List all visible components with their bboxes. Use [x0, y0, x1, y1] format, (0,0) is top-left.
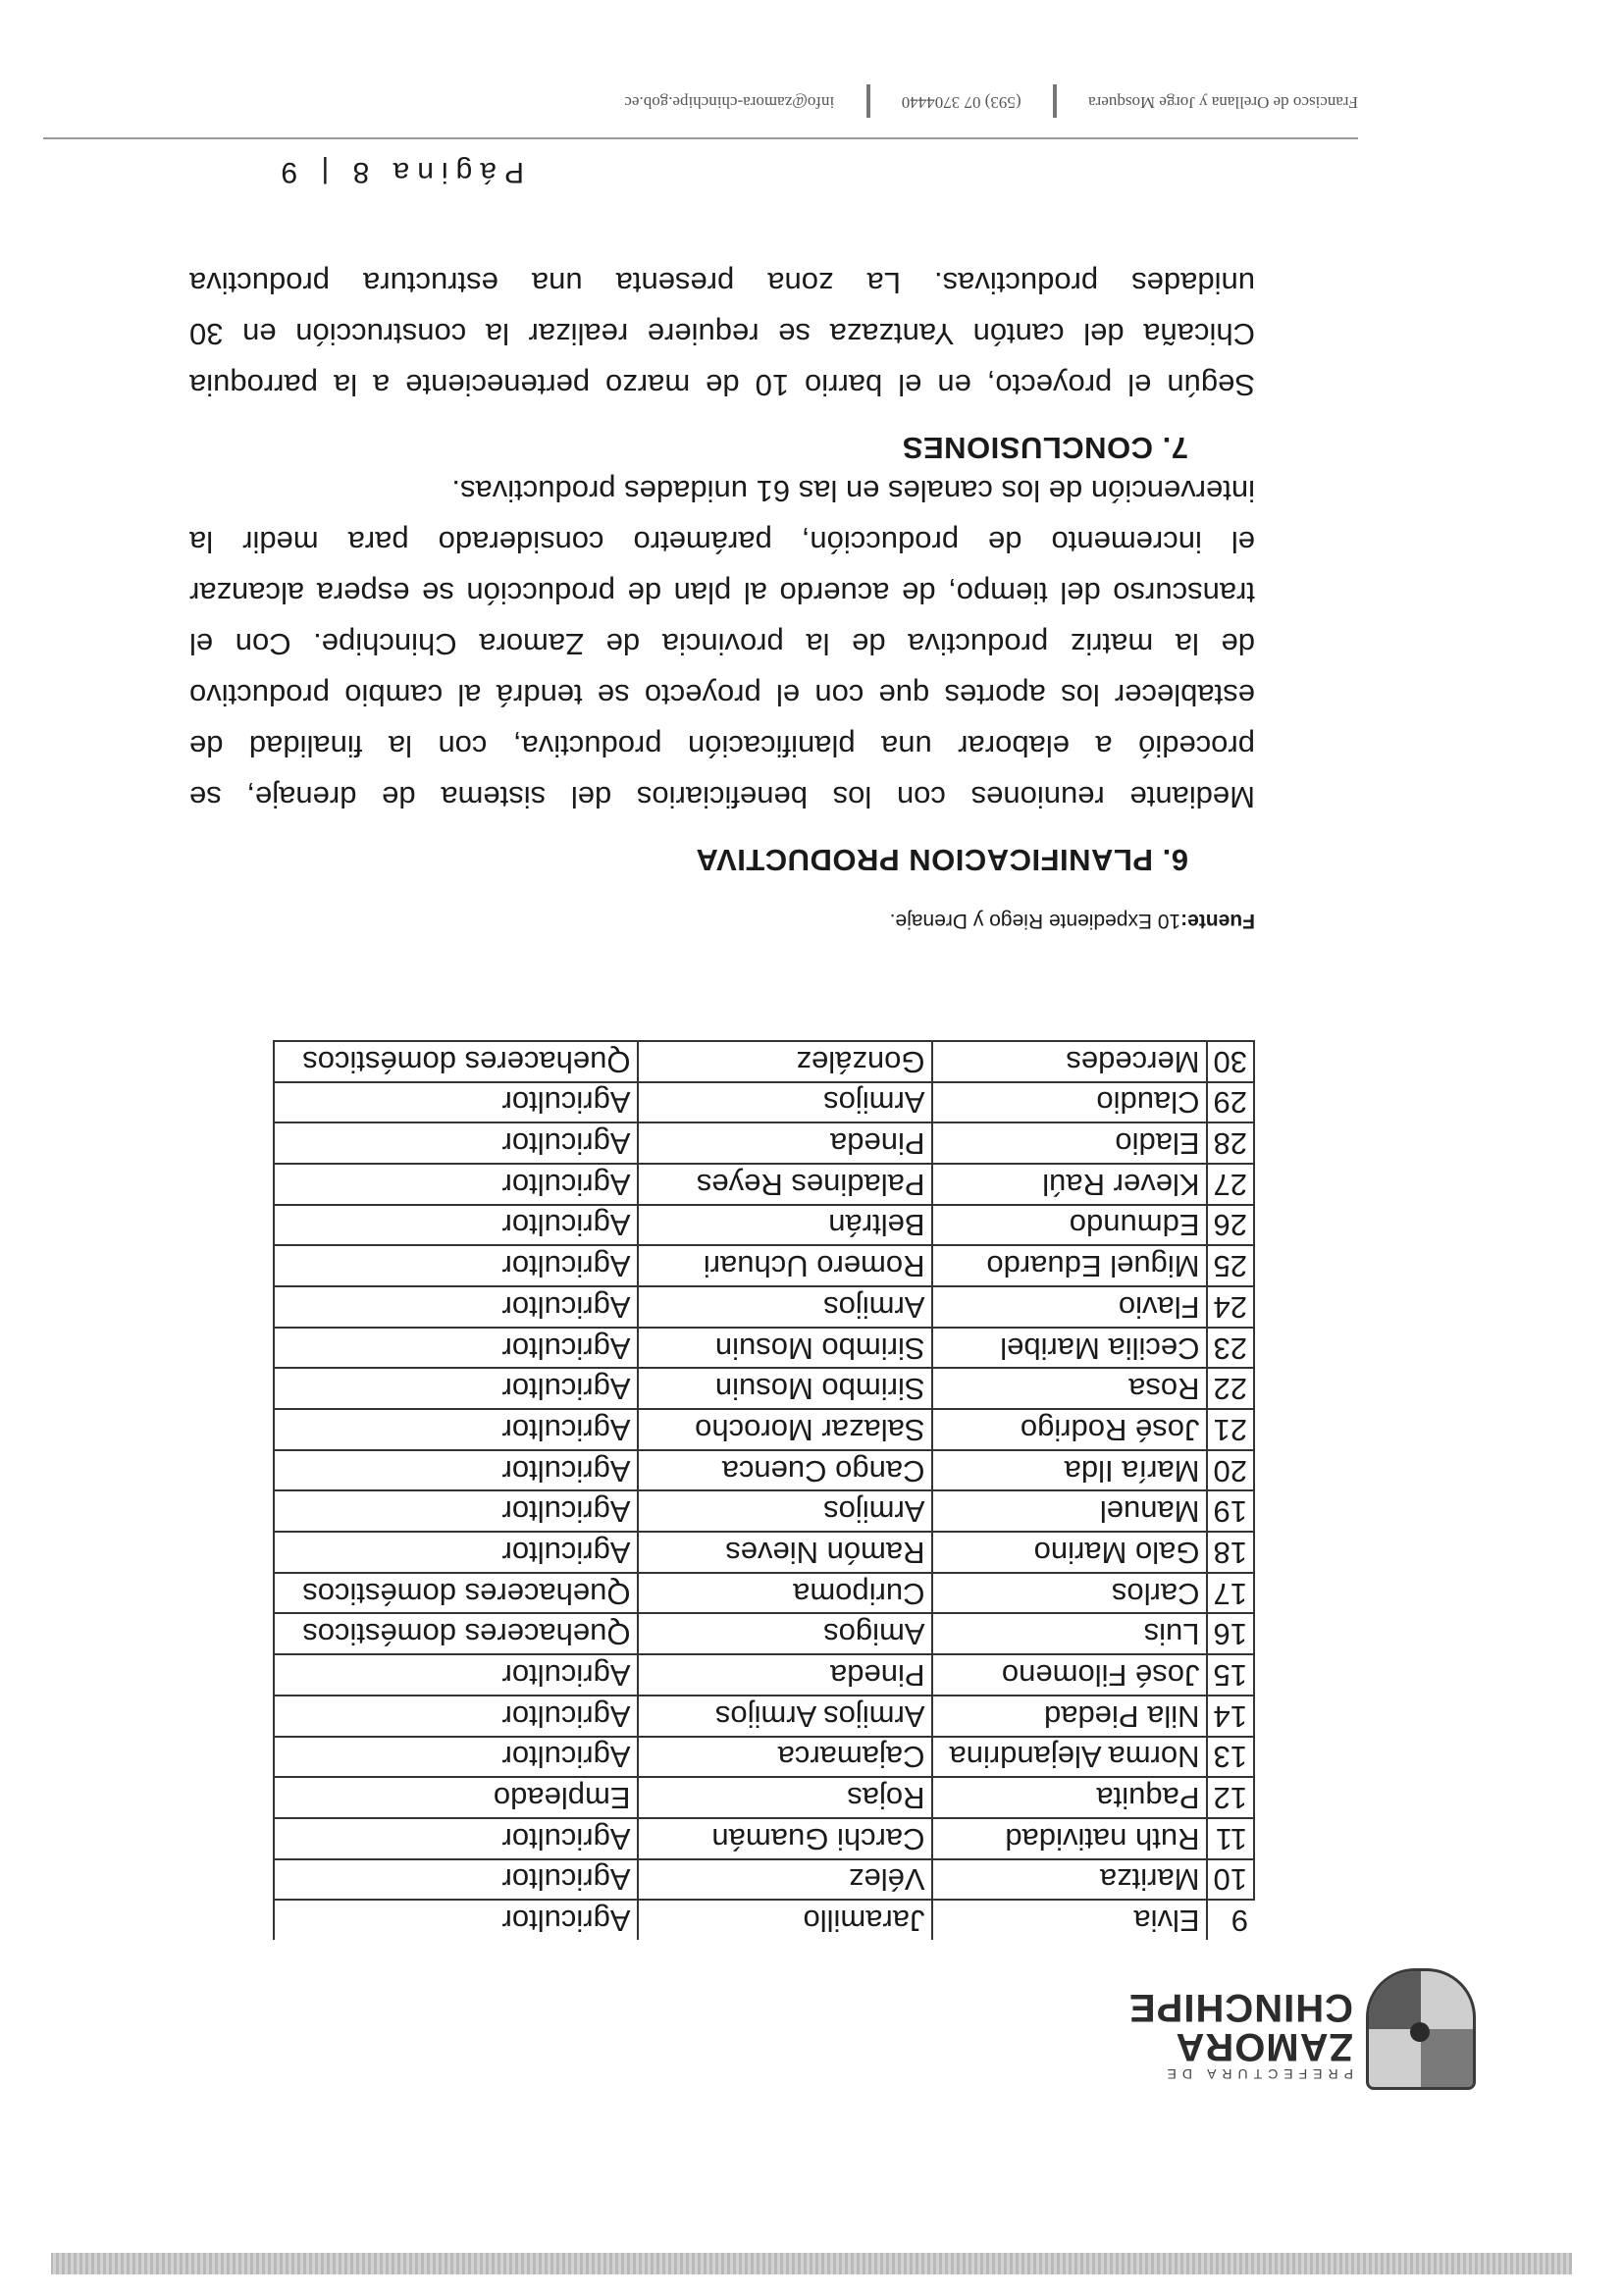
last-name-cell: Armijos — [638, 1082, 932, 1123]
section-7-title: 7. CONCLUSIONES — [902, 431, 1188, 465]
first-name-cell: Carlos — [932, 1573, 1207, 1614]
table-row — [274, 1205, 1254, 1246]
first-name-cell: Claudio — [932, 1082, 1207, 1123]
paragraph-line: transcurso del tiempo, de acuerdo al plan de producción se espera alcanzar — [189, 576, 1255, 610]
table-row — [274, 1328, 1254, 1369]
row-number-cell: 12 — [1207, 1777, 1254, 1818]
footer-address: Francisco de Orellana y Jorge Mosquera — [1088, 93, 1358, 113]
row-number-cell: 25 — [1207, 1245, 1254, 1286]
paragraph-line: el incremento de producción, parámetro considerado para medir la — [189, 525, 1255, 559]
table-row — [274, 1859, 1254, 1901]
row-number-cell: 19 — [1207, 1490, 1254, 1532]
row-number-cell: 28 — [1207, 1122, 1254, 1164]
table-row — [274, 1245, 1254, 1286]
beneficiaries-table — [273, 1040, 1255, 1940]
page-number: Página 8 | 9 — [273, 156, 524, 188]
last-name-cell: Salazar Morocho — [638, 1409, 932, 1450]
row-number-cell: 10 — [1207, 1859, 1254, 1901]
occupation-cell: Agricultor — [274, 1859, 638, 1901]
table-source: Fuente:10 Expediente Riego y Drenaje. — [889, 910, 1255, 932]
footer-phone: (593) 07 3704440 — [901, 93, 1021, 113]
last-name-cell: Pineda — [638, 1122, 932, 1164]
last-name-cell: Armijos Armijos — [638, 1696, 932, 1737]
paragraph-line: unidades productivas. La zona presenta una estructura productiva — [189, 266, 1255, 300]
table-row — [274, 1082, 1254, 1123]
first-name-cell: Galo Marino — [932, 1532, 1207, 1573]
occupation-cell: Agricultor — [274, 1532, 638, 1573]
row-number-cell: 14 — [1207, 1696, 1254, 1737]
last-name-cell: Ramón Nieves — [638, 1532, 932, 1573]
table-row — [274, 1490, 1254, 1532]
row-number-cell: 21 — [1207, 1409, 1254, 1450]
paragraph-line: Según el proyecto, en el barrio 10 de marzo perteneciente a la parroquia — [189, 368, 1255, 402]
occupation-cell: Agricultor — [274, 1368, 638, 1409]
letterhead — [141, 1972, 1476, 2090]
table-row — [274, 1777, 1254, 1818]
row-number-cell: 16 — [1207, 1614, 1254, 1655]
row-number-cell: 29 — [1207, 1082, 1254, 1123]
row-number-cell: 26 — [1207, 1205, 1254, 1246]
last-name-cell: Armijos — [638, 1286, 932, 1328]
occupation-cell: Quehaceres domésticos — [274, 1614, 638, 1655]
first-name-cell: Miguel Eduardo — [932, 1245, 1207, 1286]
last-name-cell: Amigos — [638, 1614, 932, 1655]
table-row — [274, 1041, 1254, 1082]
last-name-cell: Cango Cuenca — [638, 1450, 932, 1491]
occupation-cell: Agricultor — [274, 1409, 638, 1450]
first-name-cell: Manuel — [932, 1490, 1207, 1532]
occupation-cell: Agricultor — [274, 1654, 638, 1696]
first-name-cell: María Ilda — [932, 1450, 1207, 1491]
table-row — [274, 1532, 1254, 1573]
last-name-cell: Rojas — [638, 1777, 932, 1818]
table-row — [274, 1737, 1254, 1778]
occupation-cell: Agricultor — [274, 1122, 638, 1164]
first-name-cell: Nila Piedad — [932, 1696, 1207, 1737]
footer-separator — [866, 84, 870, 118]
row-number-cell: 24 — [1207, 1286, 1254, 1328]
first-name-cell: Cecilia Maribel — [932, 1328, 1207, 1369]
paragraph-line: intervención de los canales en las 61 unidades productivas. — [451, 474, 1255, 508]
row-number-cell: 20 — [1207, 1450, 1254, 1491]
table-row — [274, 1368, 1254, 1409]
first-name-cell: Paquita — [932, 1777, 1207, 1818]
occupation-cell: Agricultor — [274, 1450, 638, 1491]
first-name-cell: Eladio — [932, 1122, 1207, 1164]
paragraph-line: de la matriz productiva de la provincia de Zamora Chinchipe. Con el — [189, 627, 1255, 661]
section-7-body — [189, 257, 1255, 410]
first-name-cell: José Rodrigo — [932, 1409, 1207, 1450]
institution-line1: ZAMORA — [1175, 2025, 1353, 2068]
occupation-cell: Quehaceres domésticos — [274, 1573, 638, 1614]
first-name-cell: Elvia — [932, 1900, 1207, 1940]
occupation-cell: Agricultor — [274, 1328, 638, 1369]
scan-edge-bar — [51, 2253, 1572, 2274]
last-name-cell: Sirimbo Mosuin — [638, 1368, 932, 1409]
first-name-cell: Edmundo — [932, 1205, 1207, 1246]
row-number-cell: 27 — [1207, 1164, 1254, 1205]
last-name-cell: Beltrán — [638, 1205, 932, 1246]
table-row — [274, 1900, 1254, 1940]
first-name-cell: Maritza — [932, 1859, 1207, 1901]
occupation-cell: Empleado — [274, 1777, 638, 1818]
row-number-cell: 30 — [1207, 1041, 1254, 1082]
last-name-cell: Paladines Reyes — [638, 1164, 932, 1205]
occupation-cell: Agricultor — [274, 1696, 638, 1737]
table-row — [274, 1818, 1254, 1859]
row-number-cell: 18 — [1207, 1532, 1254, 1573]
section-6-title: 6. PLANIFICACION PRODUCTIVA — [695, 843, 1188, 877]
last-name-cell: Sirimbo Mosuin — [638, 1328, 932, 1369]
table-row — [274, 1696, 1254, 1737]
row-number-cell: 11 — [1207, 1818, 1254, 1859]
table-row — [274, 1164, 1254, 1205]
paragraph-line: Chicaña del cantón Yantzaza se requiere realizar la construcción en 30 — [189, 317, 1255, 351]
last-name-cell: Armijos — [638, 1490, 932, 1532]
institution-prefix: PREFECTURA DE — [1161, 2066, 1353, 2082]
occupation-cell: Agricultor — [274, 1818, 638, 1859]
row-number-cell: 13 — [1207, 1737, 1254, 1778]
first-name-cell: José Filomeno — [932, 1654, 1207, 1696]
occupation-cell: Agricultor — [274, 1737, 638, 1778]
last-name-cell: Romero Uchuari — [638, 1245, 932, 1286]
occupation-cell: Agricultor — [274, 1205, 638, 1246]
table-row — [274, 1409, 1254, 1450]
first-name-cell: Ruth natividad — [932, 1818, 1207, 1859]
row-number-cell: 15 — [1207, 1654, 1254, 1696]
table-row — [274, 1654, 1254, 1696]
institution-line2: CHINCHIPE — [1127, 1986, 1353, 2029]
table-row — [274, 1286, 1254, 1328]
institution-name — [1128, 1988, 1353, 2082]
paragraph-line: Mediante reuniones con los beneficiarios del sistema de drenaje, se — [189, 780, 1255, 814]
section-6-body — [189, 465, 1255, 822]
last-name-cell: Pineda — [638, 1654, 932, 1696]
first-name-cell: Flavio — [932, 1286, 1207, 1328]
occupation-cell: Agricultor — [274, 1245, 638, 1286]
table-row — [274, 1573, 1254, 1614]
table-row — [274, 1122, 1254, 1164]
first-name-cell: Norma Alejandrina — [932, 1737, 1207, 1778]
row-number-cell: 17 — [1207, 1573, 1254, 1614]
paragraph-line: procedió a elaborar una planificación productiva, con la finalidad de — [189, 729, 1255, 763]
table-row — [274, 1450, 1254, 1491]
occupation-cell: Agricultor — [274, 1164, 638, 1205]
row-number-cell: 9 — [1207, 1900, 1254, 1940]
last-name-cell: Cajamarca — [638, 1737, 932, 1778]
occupation-cell: Agricultor — [274, 1900, 638, 1940]
last-name-cell: Curipoma — [638, 1573, 932, 1614]
first-name-cell: Rosa — [932, 1368, 1207, 1409]
footer-divider — [43, 137, 1358, 139]
last-name-cell: Carchi Guamán — [638, 1818, 932, 1859]
occupation-cell: Agricultor — [274, 1082, 638, 1123]
paragraph-line: establecer los aportes que con el proyecto se tendrá al cambio productivo — [189, 678, 1255, 712]
first-name-cell: Mercedes — [932, 1041, 1207, 1082]
table-row — [274, 1614, 1254, 1655]
footer-separator — [1053, 84, 1057, 118]
occupation-cell: Quehaceres domésticos — [274, 1041, 638, 1082]
row-number-cell: 22 — [1207, 1368, 1254, 1409]
footer-email[interactable]: info@zamora-chinchipe.gob.ec — [624, 93, 835, 113]
last-name-cell: Vélez — [638, 1859, 932, 1901]
occupation-cell: Agricultor — [274, 1286, 638, 1328]
last-name-cell: Jaramillo — [638, 1900, 932, 1940]
last-name-cell: González — [638, 1041, 932, 1082]
first-name-cell: Klever Raúl — [932, 1164, 1207, 1205]
occupation-cell: Agricultor — [274, 1490, 638, 1532]
footer — [43, 84, 1358, 118]
first-name-cell: Luis — [932, 1614, 1207, 1655]
coat-of-arms-icon — [1366, 1968, 1476, 2090]
row-number-cell: 23 — [1207, 1328, 1254, 1369]
